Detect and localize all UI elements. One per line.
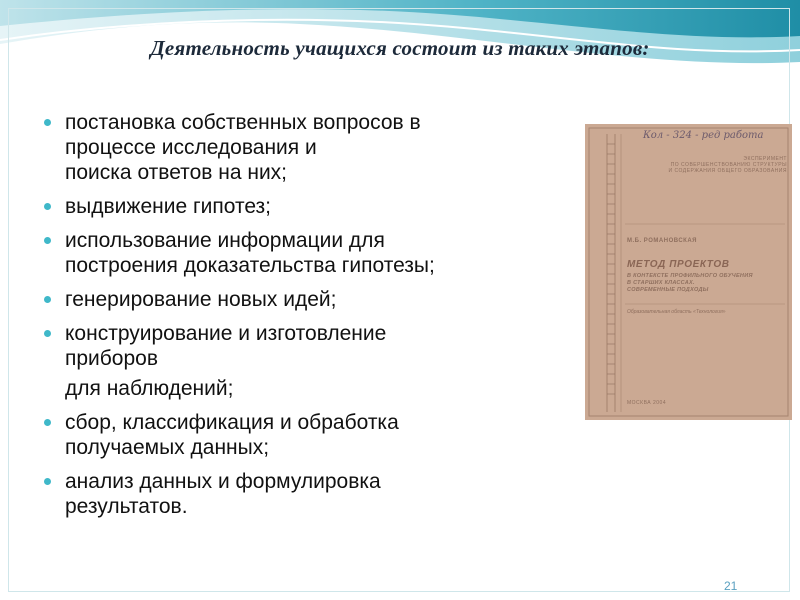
bullet-text: анализ данных и формулировка результатов. bbox=[65, 470, 381, 518]
handwritten-note: Кол - 324 - ред работа bbox=[643, 130, 764, 141]
bullet-dot-icon bbox=[44, 203, 51, 210]
bullet-dot-icon bbox=[44, 237, 51, 244]
bullet-text: конструирование и изготовление приборов bbox=[65, 322, 387, 370]
cover-subtitle: В КОНТЕКСТЕ ПРОФИЛЬНОГО ОБУЧЕНИЯ В СТАРШИХ КЛАССАХ. СОВРЕМЕННЫЕ ПОДХОДЫ bbox=[627, 273, 753, 293]
book-cover-image bbox=[585, 124, 792, 420]
bullet-dot-icon bbox=[44, 330, 51, 337]
bullet-text: использование информации для построения доказательства гипотезы; bbox=[65, 229, 435, 277]
bullet-text: сбор, классификация и обработка получаемых данных; bbox=[65, 411, 399, 459]
cover-author: М.Б. РОМАНОВСКАЯ bbox=[627, 238, 697, 244]
bullet-text: для наблюдений; bbox=[65, 377, 234, 400]
cover-subject-area: Образовательная область «Технология» bbox=[627, 309, 726, 315]
bullet-item bbox=[40, 287, 560, 312]
bullet-text: выдвижение гипотез; bbox=[65, 195, 272, 218]
page-number: 21 bbox=[724, 579, 738, 593]
bullet-item bbox=[40, 410, 560, 460]
slide-title: Деятельность учащихся состоит из таких этапов: bbox=[150, 36, 650, 60]
bullet-item bbox=[40, 110, 560, 185]
bullet-item bbox=[40, 469, 560, 519]
bullet-dot-icon bbox=[44, 296, 51, 303]
bullet-list bbox=[40, 110, 560, 528]
bullet-dot-icon bbox=[44, 419, 51, 426]
bullet-dot-icon bbox=[44, 478, 51, 485]
cover-place-year: МОСКВА 2004 bbox=[627, 400, 667, 406]
bullet-dot-icon bbox=[44, 119, 51, 126]
bullet-item bbox=[40, 228, 560, 278]
cover-experiment-label: ЭКСПЕРИМЕНТ ПО СОВЕРШЕНСТВОВАНИЮ СТРУКТУРЫ И СОДЕРЖАНИЯ ОБЩЕГО ОБРАЗОВАНИЯ bbox=[668, 156, 787, 174]
bullet-item bbox=[40, 321, 560, 371]
bullet-continuation bbox=[40, 376, 560, 401]
bullet-text: постановка собственных вопросов в процессе исследования и поиска ответов на них; bbox=[65, 111, 421, 184]
bullet-text: генерирование новых идей; bbox=[65, 288, 337, 311]
bullet-item bbox=[40, 194, 560, 219]
cover-title: МЕТОД ПРОЕКТОВ bbox=[627, 259, 730, 270]
